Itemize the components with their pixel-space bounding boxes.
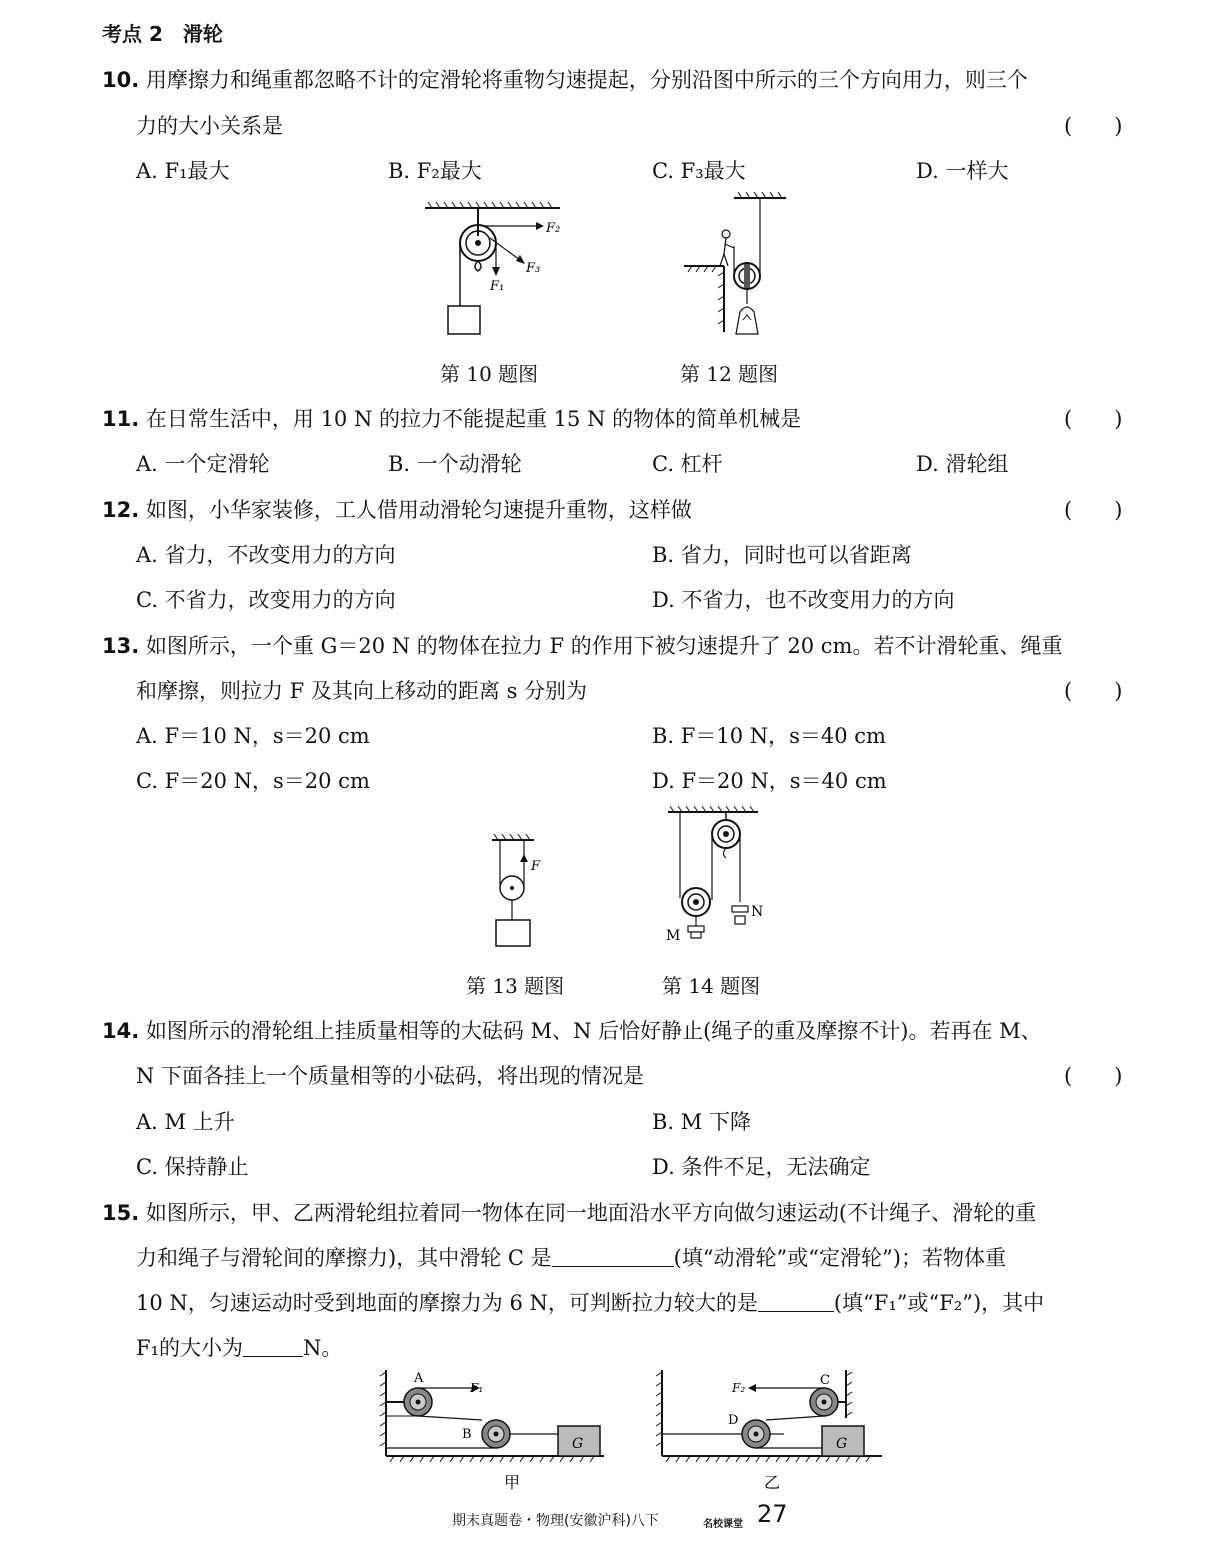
fig10-label-f1: F₁: [490, 279, 505, 294]
q14-text1: 如图所示的滑轮组上挂质量相等的大砝码 M、N 后恰好静止(绳子的重及摩擦不计)。若再在 M、: [145, 1019, 1042, 1043]
q10-option-a: A. F₁最大: [136, 159, 230, 183]
q11-text1: 在日常生活中，用 10 N 的拉力不能提起重 15 N 的物体的简单机械是: [145, 407, 802, 431]
q14-option-b: B. M 下降: [652, 1110, 751, 1134]
q15-text3a: 10 N，匀速运动时受到地面的摩擦力为 6 N，可判断拉力较大的是: [136, 1291, 758, 1315]
q13-option-c: C. F＝20 N，s＝20 cm: [136, 769, 370, 793]
figure-14-caption: 第 14 题图: [662, 974, 761, 998]
q15-number: 15.: [102, 1201, 140, 1225]
q14-option-a: A. M 上升: [136, 1110, 235, 1134]
q15-line3: [136, 1287, 1044, 1317]
q12-option-b: B. 省力，同时也可以省距离: [652, 543, 912, 567]
q15-text2b: (填“动滑轮”或“定滑轮”)；若物体重: [673, 1246, 1006, 1270]
q14-line2: N 下面各挂上一个质量相等的小砝码，将出现的情况是: [136, 1064, 645, 1088]
q12-option-a: A. 省力，不改变用力的方向: [136, 543, 396, 567]
q15-blank-f1-magnitude[interactable]: [243, 1336, 303, 1357]
fig15-yi-label-f2: F₂: [732, 1381, 746, 1395]
q12-number: 12.: [102, 498, 140, 522]
figure-10: [420, 198, 570, 343]
q12-answer-paren: ( ): [1064, 498, 1123, 522]
fig10-label-f2: F₂: [546, 221, 561, 236]
fig15-jia-caption: 甲: [504, 1473, 521, 1492]
q15-text4a: F₁的大小为: [136, 1336, 243, 1360]
q13-answer-paren: ( ): [1064, 679, 1123, 703]
q15-line4: [136, 1332, 342, 1362]
q12-line1: [102, 494, 692, 524]
q10-text1: 用摩擦力和绳重都忽略不计的定滑轮将重物匀速提起，分别沿图中所示的三个方向用力，则三个: [145, 68, 1028, 92]
q13-number: 13.: [102, 634, 140, 658]
q14-answer-paren: ( ): [1064, 1064, 1123, 1088]
fig13-label-f: F: [531, 859, 541, 874]
q10-option-b: B. F₂最大: [388, 159, 482, 183]
page-number: 27: [757, 1500, 788, 1528]
publisher-logo: 名校课堂: [703, 1519, 743, 1530]
q10-option-d: D. 一样大: [916, 159, 1009, 183]
q13-option-a: A. F＝10 N，s＝20 cm: [136, 724, 370, 748]
q15-text3b: (填“F₁”或“F₂”)，其中: [833, 1291, 1045, 1315]
q11-line1: [102, 403, 801, 433]
q12-option-d: D. 不省力，也不改变用力的方向: [652, 588, 955, 612]
figure-15-jia: [378, 1368, 608, 1493]
q13-text1: 如图所示，一个重 G＝20 N 的物体在拉力 F 的作用下被匀速提升了 20 cm。若不计滑轮重、绳重: [145, 634, 1063, 658]
figure-12: [680, 192, 790, 337]
fig15-yi-label-g: G: [836, 1436, 848, 1452]
fig14-label-n: N: [751, 904, 764, 920]
fig15-jia-label-a: A: [414, 1371, 424, 1386]
figure-10-caption: 第 10 题图: [440, 362, 539, 386]
q15-line2: [136, 1242, 1006, 1272]
figure-15-yi: [656, 1368, 886, 1493]
fig10-label-f3: F₃: [526, 261, 541, 276]
q13-line1: [102, 630, 1062, 660]
q13-option-d: D. F＝20 N，s＝40 cm: [652, 769, 887, 793]
q11-option-d: D. 滑轮组: [916, 452, 1009, 476]
q14-number: 14.: [102, 1019, 140, 1043]
q12-text1: 如图，小华家装修，工人借用动滑轮匀速提升重物，这样做: [145, 498, 692, 522]
section-title: 考点 2 滑轮: [102, 22, 223, 46]
q15-line1: [102, 1197, 1036, 1227]
q10-line1: [102, 64, 1028, 94]
q11-answer-paren: ( ): [1064, 407, 1123, 431]
fig15-yi-label-c: C: [820, 1373, 830, 1388]
q15-text4b: N。: [303, 1336, 343, 1360]
footer-text: 期末真题卷・物理(安徽沪科)八下: [452, 1513, 659, 1529]
q10-answer-paren: ( ): [1064, 114, 1123, 138]
q15-text1: 如图所示，甲、乙两滑轮组拉着同一物体在同一地面沿水平方向做匀速运动(不计绳子、滑轮的重: [145, 1201, 1037, 1225]
q14-line1: [102, 1015, 1042, 1045]
q13-option-b: B. F＝10 N，s＝40 cm: [652, 724, 886, 748]
q15-blank-pulley-c[interactable]: [552, 1246, 674, 1267]
q15-text2a: 力和绳子与滑轮间的摩擦力)，其中滑轮 C 是: [136, 1246, 552, 1270]
q10-number: 10.: [102, 68, 140, 92]
q11-number: 11.: [102, 407, 140, 431]
figure-13-caption: 第 13 题图: [466, 974, 565, 998]
figure-12-caption: 第 12 题图: [680, 362, 779, 386]
fig15-yi-label-d: D: [728, 1413, 739, 1428]
q10-option-c: C. F₃最大: [652, 159, 746, 183]
figure-14: [660, 806, 780, 951]
q11-option-a: A. 一个定滑轮: [136, 452, 270, 476]
q15-blank-larger-force[interactable]: [758, 1291, 834, 1312]
fig15-jia-label-g: G: [572, 1436, 584, 1452]
fig15-jia-label-f1: F₁: [470, 1381, 484, 1395]
q12-option-c: C. 不省力，改变用力的方向: [136, 588, 396, 612]
q11-option-c: C. 杠杆: [652, 452, 723, 476]
fig14-label-m: M: [666, 928, 681, 944]
q14-option-c: C. 保持静止: [136, 1155, 249, 1179]
q13-line2: 和摩擦，则拉力 F 及其向上移动的距离 s 分别为: [136, 679, 588, 703]
fig15-jia-label-b: B: [462, 1427, 472, 1442]
q14-option-d: D. 条件不足，无法确定: [652, 1155, 871, 1179]
fig15-yi-caption: 乙: [764, 1473, 781, 1492]
q10-line2: 力的大小关系是: [136, 114, 283, 138]
figure-13: [488, 832, 558, 952]
q11-option-b: B. 一个动滑轮: [388, 452, 522, 476]
